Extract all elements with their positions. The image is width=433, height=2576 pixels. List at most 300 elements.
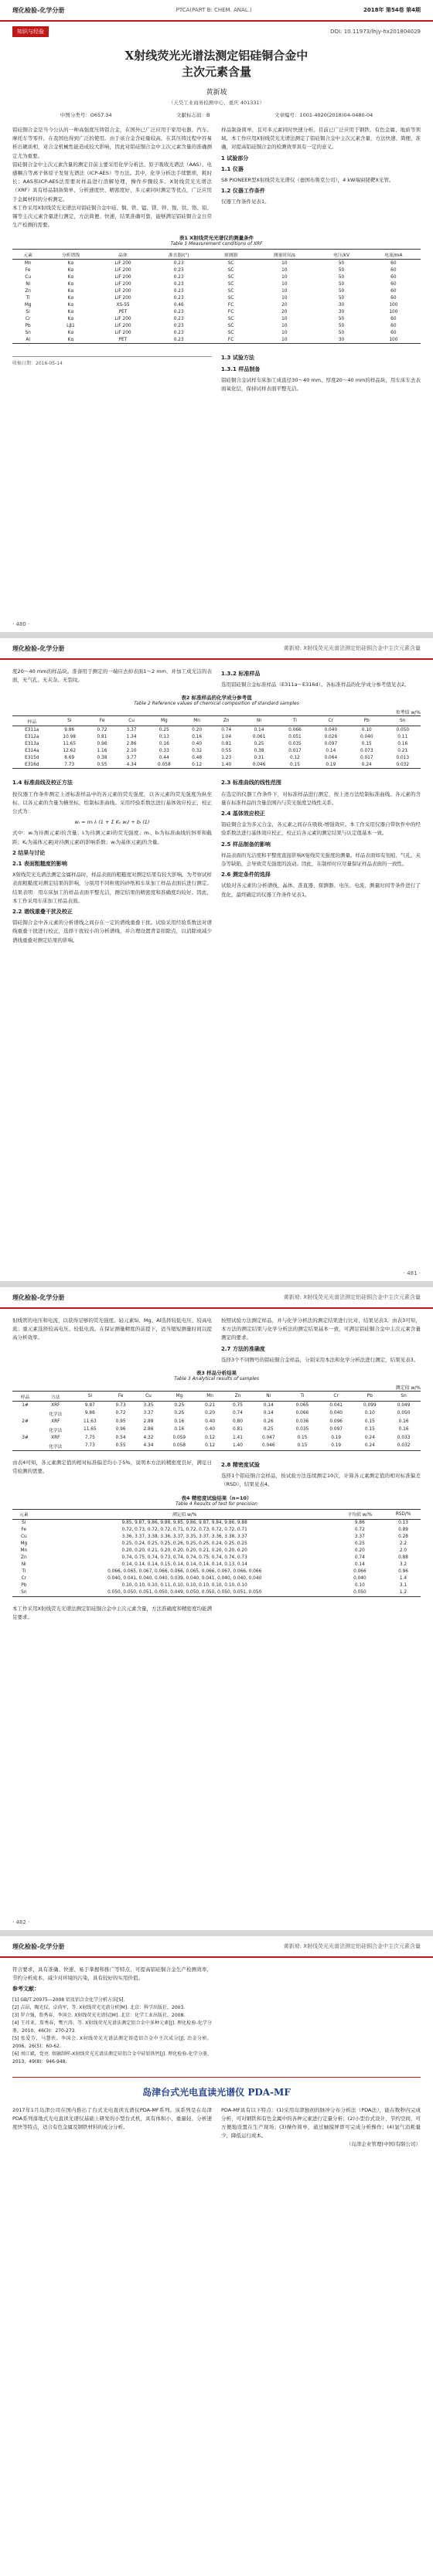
table-3-header: Pb xyxy=(367,1394,373,1399)
references-list xyxy=(12,1997,212,2066)
table-cell: 3.37 xyxy=(143,1411,154,1416)
table-cell: 0.059 xyxy=(172,1435,186,1440)
table-cell: 0.40 xyxy=(192,741,203,746)
table-cell: 0.040 xyxy=(324,727,338,732)
table-cell: 0.74 xyxy=(232,1411,243,1416)
subsection-heading: 2.6 测定条件的选择 xyxy=(221,872,271,878)
table-cell: 50 xyxy=(338,295,345,301)
table-3-header: 样品 xyxy=(20,1395,30,1400)
paragraph: 选用铝硅铜合金标准样品（E311a～E316d）。各标准样品的化学成分参考值见表2。 xyxy=(221,681,410,688)
paragraph: 铝硅铜合金为多元合金，各元素之间存在吸收-增强效应。本工作采用仪器自带软件中的经验系数法进行基体效应校正，校正后各元素的测定结果与认定值基本一致。 xyxy=(221,821,421,837)
table-cell: 0.13 xyxy=(398,1521,408,1526)
running-title: 黄新坡: X射线荧光光谱法测定铝硅铜合金中主次元素含量 xyxy=(283,1943,421,1949)
table-cell: E314a xyxy=(25,748,39,753)
table-cell: Sn xyxy=(25,330,31,335)
table-cell: 0.026 xyxy=(324,734,338,739)
paragraph: 式中：wᵢ为待测元素i的含量；Iᵢ为待测元素i的荧光强度；mᵢ、bᵢ为标准曲线的斜率和截距；Kᵢⱼ为基体元素j对待测元素i的影响系数；wⱼ为基体元素j的含量。 xyxy=(12,830,212,845)
right-column xyxy=(221,1317,421,1364)
table-cell: Cu xyxy=(25,274,32,280)
table-cell: Ni xyxy=(21,1562,26,1568)
table-row xyxy=(12,761,421,769)
right-column xyxy=(221,1966,421,2066)
table-row xyxy=(12,329,421,336)
page-header xyxy=(0,0,433,22)
table-cell: 0.16 xyxy=(398,1427,409,1432)
table-cell: 0.040 xyxy=(360,734,373,739)
table-cell: 0.14 xyxy=(326,748,336,753)
table-cell: 0.10 xyxy=(364,1411,375,1416)
table-2-header: Cr xyxy=(328,719,334,724)
section-heading: 1 试验部分 xyxy=(221,155,249,161)
subsection-heading: 2.7 方法的准确度 xyxy=(221,1345,265,1352)
table-cell: 0.064 xyxy=(324,755,338,760)
table-cell: 0.72 xyxy=(97,727,107,732)
table-cell: 0.040 xyxy=(329,1411,343,1416)
table-cell: XRF xyxy=(51,1402,60,1408)
table-cell: Ni xyxy=(26,281,31,287)
table-3-caption: 表3 样品分析结果 xyxy=(196,1370,237,1377)
table-cell: LiF 200 xyxy=(114,281,131,287)
table-cell: 30 xyxy=(338,302,345,308)
table-row xyxy=(12,1527,421,1534)
table-cell: 0.15 xyxy=(361,741,372,746)
table-cell: 50 xyxy=(338,281,345,287)
table-3-header: Mg xyxy=(176,1394,183,1399)
news-item xyxy=(12,2077,421,2149)
table-cell: SC xyxy=(227,323,234,328)
table-cell: 0.073 xyxy=(360,748,373,753)
left-column xyxy=(12,352,212,393)
table-2-header: Ti xyxy=(292,719,297,724)
subsection-heading: 1.3.2 标准样品 xyxy=(221,671,261,677)
table-cell: 0.16 xyxy=(397,741,408,746)
table-cell: 0.96 xyxy=(398,1569,408,1575)
left-column xyxy=(12,1605,212,1622)
volume-info: 2018年 第54卷 第4期 xyxy=(363,7,421,13)
subsection-heading: 2.3 标准曲线的线性范围 xyxy=(221,780,281,787)
table-cell: 0.20 xyxy=(354,1548,365,1554)
table-cell: Si xyxy=(26,309,30,314)
left-column xyxy=(12,1459,212,1490)
table-cell: 0.19 xyxy=(331,1435,342,1440)
paragraph: 铝硅铜合金是当今公认的一种高强度压铸铝合金，在国外已广泛应用于家用电器、汽车、摩托车等零件，在我国也得到广泛的使用。由于该合金含硅量较高，在其压铸过程中容易析出硬质相，对合金机械性能造成较大影响，因此对铝硅铜合金中主次元素含量的准确测定尤为重要。 xyxy=(12,127,212,159)
table-cell: 0.46 xyxy=(173,302,184,308)
table-cell: 0.25 xyxy=(174,1411,185,1416)
table-cell: 0.48 xyxy=(192,755,203,760)
table-cell: 60 xyxy=(390,260,397,266)
table-cell: 0.061 xyxy=(252,734,266,739)
table-cell: 10 xyxy=(281,330,288,335)
paragraph: 样品表面的光洁度和平整度直接影响X射线荧光强度的测量。样品表面如有划痕、气孔、夹杂等缺陷，会导致荧光强度的波动。因此，在制样时应尽量保证样品表面的一致性。 xyxy=(221,851,421,868)
table-cell: 9.87 xyxy=(84,1402,95,1408)
table-cell: LiF 200 xyxy=(114,260,131,266)
article-number: 文章编号：1001-4020(2018)04-0480-04 xyxy=(274,112,373,118)
news-source: （岛津企业管理(中国)有限公司） xyxy=(346,2141,421,2148)
table-row xyxy=(12,260,421,267)
paragraph: 按仪器工作条件测定上述标准样品中的各元素的荧光强度，以各元素的荧光强度为纵坐标、以各元素的含量为横坐标，绘制标准曲线。采用经验系数法进行基体效应校正，校正公式为： xyxy=(12,790,212,815)
table-row xyxy=(12,1541,421,1548)
table-cell xyxy=(12,1425,38,1434)
reference-item: [3] 罗立强，詹秀春，李国会. X射线荧光光谱仪[M]. 北京：化学工业出版社，2008. xyxy=(12,2012,186,2018)
table-cell: 0.017 xyxy=(288,748,302,753)
table-row xyxy=(12,1534,421,1541)
table-cell: 0.23 xyxy=(173,337,184,342)
table-cell: 3.37 xyxy=(354,1534,365,1540)
table-cell: Pb xyxy=(25,323,31,328)
running-title: 黄新坡: X射线荧光光谱法测定铝硅铜合金中主次元素含量 xyxy=(283,645,421,651)
table-cell: 4.34 xyxy=(126,762,137,767)
paragraph: 在选定的仪器工作条件下，对标准样品进行测定，按上述方法绘制标准曲线。各元素的含量在标准样品的含量范围内与荧光强度呈线性关系。 xyxy=(221,790,421,806)
left-column xyxy=(12,126,212,229)
table-cell: 0.73 xyxy=(115,1402,126,1408)
table-3-header: Sn xyxy=(401,1394,407,1399)
paragraph: 度20～40 mm的样品块。准备用于测定的一端应去掉表面1～2 mm，并加工成光洁的表面，无气孔、无夹杂、无裂纹。 xyxy=(12,668,212,684)
table-cell: 9.85, 9.87, 9.86, 9.88, 9.85, 9.86, 9.87, 9.84, 9.86, 9.88 xyxy=(121,1521,247,1526)
right-column xyxy=(221,777,421,944)
subsection-heading: 2.1 表面粗糙度的影响 xyxy=(12,861,67,868)
table-cell: Ti xyxy=(26,295,30,301)
table-2-caption-en: Table 2 Reference values of chemical composition of standard samples xyxy=(134,701,299,707)
table-cell: 0.050 xyxy=(396,727,410,732)
table-cell: 50 xyxy=(338,316,345,321)
table-cell: 10 xyxy=(281,295,288,301)
table-cell: E316d xyxy=(25,762,39,767)
journal-name: 理化检验-化学分册 xyxy=(12,644,65,652)
table-3-header: Si xyxy=(87,1394,92,1399)
table-cell: 0.15 xyxy=(297,1443,308,1449)
table-row xyxy=(12,322,421,329)
reference-item: [6] 刘江斌，党亮. 熔融制样-X射线荧光光谱法测定硅铝合金中硅铝铁钙[J]. 理化检验-化学分册，2013，49(8)：946-948. xyxy=(12,2051,212,2065)
table-cell: 3.36, 3.37, 3.38, 3.36, 3.37, 3.35, 3.37, 3.36, 3.38, 3.37 xyxy=(121,1534,247,1540)
table-cell: 0.066 xyxy=(353,1569,367,1575)
table-cell: 0.75 xyxy=(232,1402,243,1408)
page-1 xyxy=(0,0,433,632)
table-cell: 0.099 xyxy=(363,1402,377,1408)
table-cell: 2.86 xyxy=(126,741,137,746)
table-cell: 0.15 xyxy=(364,1427,375,1432)
table-cell: 1.40 xyxy=(232,1443,243,1449)
article-title xyxy=(12,48,421,80)
paragraph: 铝硅铜合金试样车床加工成直径30～40 mm、厚度20～40 mm的样品块，用车床车去表面氧化层，保持试样表面平整光洁。 xyxy=(221,376,421,393)
page-2 xyxy=(0,638,433,1281)
table-cell: 9.86 xyxy=(354,1521,365,1526)
author: 黄新坡 xyxy=(206,89,227,97)
clc-number: 中图分类号：O657.34 xyxy=(60,112,112,118)
table-cell: 0.040 xyxy=(353,1576,367,1582)
table-row xyxy=(12,747,421,754)
page-header xyxy=(0,1287,433,1309)
table-row xyxy=(12,1425,421,1434)
table-row xyxy=(12,308,421,315)
table-4-header: 平均值 w/% xyxy=(347,1513,373,1518)
table-row xyxy=(12,294,421,301)
section-heading: 2 结果与讨论 xyxy=(12,849,46,856)
table-cell: 0.051 xyxy=(288,734,302,739)
table-cell: XS-55 xyxy=(116,302,130,308)
table-cell: Cr xyxy=(25,316,31,321)
table-cell: 4.32 xyxy=(143,1435,154,1440)
table-cell: 化学法 xyxy=(49,1444,63,1449)
table-cell: E315d xyxy=(25,755,39,760)
table-cell: 0.20 xyxy=(205,1411,216,1416)
table-cell: 60 xyxy=(390,323,397,328)
table-cell: Kα xyxy=(67,267,74,273)
table-cell: 7.73 xyxy=(84,1443,95,1449)
subsection-heading: 2.8 精密度试验 xyxy=(221,1462,260,1469)
table-cell: Pb xyxy=(21,1583,27,1589)
table-cell: SC xyxy=(227,267,234,273)
subsection-heading: 1.3 试验方法 xyxy=(221,355,254,362)
table-cell: 0.14 xyxy=(354,1562,365,1568)
table-cell: 0.058 xyxy=(158,762,171,767)
table-cell: 60 xyxy=(390,288,397,294)
table-cell: 0.72 xyxy=(115,1411,126,1416)
table-cell: 0.40 xyxy=(205,1419,216,1424)
table-cell: 0.12 xyxy=(289,755,300,760)
table-cell: 0.72, 0.73, 0.72, 0.72, 0.71, 0.72, 0.73, 0.72, 0.72, 0.71 xyxy=(121,1528,247,1533)
table-cell: 0.12 xyxy=(192,762,203,767)
table-cell: 0.21 xyxy=(205,1402,216,1408)
table-cell: 2.88 xyxy=(143,1419,154,1424)
table-cell: Ti xyxy=(22,1569,26,1575)
table-cell: 0.066 xyxy=(295,1411,309,1416)
table-cell: 0.31 xyxy=(254,755,264,760)
table-row xyxy=(12,733,421,740)
right-column xyxy=(221,126,421,229)
table-cell: LiF 200 xyxy=(114,295,131,301)
table-cell: 0.26 xyxy=(263,1419,274,1424)
left-column xyxy=(12,2106,212,2149)
table-cell: 1.23 xyxy=(221,755,232,760)
table-cell: Mn xyxy=(20,1548,28,1554)
page-header xyxy=(0,1936,433,1958)
table-cell: 0.40 xyxy=(205,1427,216,1432)
table-cell: 1.34 xyxy=(126,734,137,739)
table-3-header: Fe xyxy=(118,1394,124,1399)
table-cell: 0.88 xyxy=(398,1555,408,1561)
paragraph: 铝硅铜合金中各元素的分析谱线之间存在一定的谱线重叠干扰。试验采用经验系数法对谱线重叠干扰进行校正，选择干扰较小的分析谱线，并合理设置背景扣除点，以消除或减少谱线重叠对测定结果的影响。 xyxy=(12,919,212,943)
table-cell: 0.066 xyxy=(288,727,302,732)
table-cell: 0.32 xyxy=(192,748,203,753)
table-cell: 0.14, 0.14, 0.14, 0.15, 0.14, 0.14, 0.14, 0.14, 0.13, 0.14 xyxy=(121,1562,247,1568)
category-label: 知识与经验 xyxy=(12,26,49,37)
table-cell: 0.81 xyxy=(232,1427,243,1432)
table-cell: 0.14 xyxy=(263,1402,274,1408)
reference-item: [1] GB/T 20975—2008 铝及铝合金化学分析方法[S]. xyxy=(12,1997,125,2003)
table-4-header: 测定值 w/% xyxy=(172,1513,197,1518)
table-row xyxy=(12,1555,421,1562)
table-cell: E311a xyxy=(25,727,39,732)
paragraph: X射线荧光光谱法测定金属样品时，样品表面的粗糙度对测定结果有较大影响。为考察试样表面粗糙度对测定结果的影响，分别用不同粒度的砂纸和车床加工样品表面后进行测定。结果表明：用车床加工的样品表面平整光洁，测定结果的精密度和准确度均较好。因此，本工作采用车床加工样品表面。 xyxy=(12,872,212,904)
table-cell: LiF 200 xyxy=(114,274,131,280)
table-cell: 10 xyxy=(281,274,288,280)
table-cell: 2.2 xyxy=(399,1541,407,1547)
table-cell: 0.14 xyxy=(263,1411,274,1416)
table-cell: 0.96 xyxy=(97,741,107,746)
table-cell: 10 xyxy=(281,288,288,294)
reference-item: [2] 吉昂，陶光仪，卓尚军，等. X射线荧光光谱分析[M]. 北京：科学出版社，2003. xyxy=(12,2004,186,2010)
table-cell: 0.16 xyxy=(192,734,203,739)
table-cell: SC xyxy=(227,295,234,301)
table-cell: Cr xyxy=(21,1576,27,1582)
table-cell: 0.96 xyxy=(115,1427,126,1432)
table-cell: E312a xyxy=(25,734,39,739)
table-cell: 化学法 xyxy=(49,1412,63,1417)
table-cell: 0.065 xyxy=(295,1402,309,1408)
table-cell: 0.15 xyxy=(364,1419,375,1424)
table-3-header: Cu xyxy=(145,1394,152,1399)
table-4-caption-en: Table 4 Results of test for precision xyxy=(176,1500,257,1507)
page-number: · 480 · xyxy=(12,621,30,627)
table-cell: 0.25 xyxy=(174,1402,185,1408)
table-cell: 0.16 xyxy=(174,1427,185,1432)
table-1-header: 测量时间/s xyxy=(273,253,295,258)
table-cell: 0.033 xyxy=(397,1435,411,1440)
table-row xyxy=(12,726,421,734)
title-line-2: 主次元素含量 xyxy=(181,65,251,79)
table-cell: 0.25 xyxy=(254,741,264,746)
journal-name: 理化检验-化学分册 xyxy=(12,1942,65,1950)
table-cell: 0.066, 0.065, 0.067, 0.066, 0.066, 0.065, 0.066, 0.067, 0.066, 0.066 xyxy=(107,1569,262,1575)
table-1-header: 探测器 xyxy=(223,253,238,258)
table-cell: SC xyxy=(227,260,234,266)
table-2-header: Mg xyxy=(161,719,168,724)
paragraph: 铝硅铜合金中主次元素含量的测定目前主要采用化学分析法、原子吸收光谱法（AAS）、电感耦合等离子体原子发射光谱法（ICP-AES）等方法。其中，化学分析法手续繁琐，耗时长；AAS和ICP-AES法需要对样品进行溶解处理，操作步骤较多。X射线荧光光谱法（XRF）具有样品制备简单、分析速度快、精密度好、多元素同时测定等优点，广泛应用于金属材料的分析测定。 xyxy=(12,161,212,202)
table-4-header: RSD/% xyxy=(395,1511,411,1517)
page-3 xyxy=(0,1287,433,1930)
table-cell: 10 xyxy=(281,316,288,321)
left-column xyxy=(12,1966,212,2066)
reference-item: [4] 王祎亚，詹秀春，樊兴涛，等. X射线荧光光谱法测定铝合金中多种元素[J]. 理化检验-化学分册，2010，46(3)：270-273. xyxy=(12,2020,212,2034)
doi: DOI: 10.11973/lhjy-hx201804029 xyxy=(330,29,421,35)
table-row xyxy=(12,336,421,344)
table-row xyxy=(12,1441,421,1451)
table-cell: 4.34 xyxy=(143,1443,154,1449)
table-cell: 1.04 xyxy=(221,734,232,739)
table-row xyxy=(12,1575,421,1582)
table-row xyxy=(12,1402,421,1409)
table-cell: XRF xyxy=(51,1435,60,1440)
table-3-header: Cr xyxy=(333,1394,339,1399)
paragraph: S8 PIONEER型X射线荧光光谱仪（德国布鲁克公司），4 kW端窗铑靶X光管。 xyxy=(221,177,394,184)
table-cell: 50 xyxy=(338,260,345,266)
table-cell: SC xyxy=(227,316,234,321)
table-2-unit: 参考值 w/% xyxy=(395,710,421,716)
table-2-header: Cu xyxy=(128,719,135,724)
table-row xyxy=(12,301,421,308)
table-cell: 0.23 xyxy=(173,281,184,287)
table-cell: 50 xyxy=(338,274,345,280)
paragraph: 试验对各元素的分析谱线、晶体、准直器、探测器、电压、电流、测量时间等条件进行了优化，最终确定的仪器工作条件见表1。 xyxy=(221,882,421,898)
table-cell: 0.23 xyxy=(173,309,184,314)
table-cell: 0.050 xyxy=(353,1590,367,1596)
table-cell: 0.050, 0.050, 0.051, 0.050, 0.049, 0.050, 0.050, 0.050, 0.051, 0.050 xyxy=(107,1590,262,1596)
table-cell: 7.75 xyxy=(84,1435,95,1440)
table-cell: 0.050 xyxy=(397,1411,411,1416)
table-cell: 3.2 xyxy=(399,1562,407,1568)
table-cell: PET xyxy=(118,337,128,342)
article-meta xyxy=(12,111,421,118)
table-cell: 1.40 xyxy=(221,762,232,767)
left-column xyxy=(12,1317,212,1364)
table-cell: 0.38 xyxy=(254,748,264,753)
table-cell: 1.2 xyxy=(399,1590,407,1596)
page-header xyxy=(0,638,433,660)
table-cell: PET xyxy=(118,309,128,314)
paragraph: 选择1个铝硅铜合金样品，按试验方法连续测定10次，计算各元素测定值的相对标准偏差（RSD），结果见表4。 xyxy=(221,1473,421,1488)
table-cell: 0.047 xyxy=(261,1435,275,1440)
table-cell: 3.35 xyxy=(143,1402,154,1408)
table-cell: 7.73 xyxy=(64,762,75,767)
table-row xyxy=(12,287,421,294)
table-1-header: 元素 xyxy=(23,253,32,258)
table-cell: LiF 200 xyxy=(114,288,131,294)
table-3-header: Mn xyxy=(206,1394,213,1399)
table-cell: 9.86 xyxy=(84,1411,95,1416)
table-cell: 0.55 xyxy=(97,762,107,767)
table-cell: 60 xyxy=(390,267,397,273)
table-cell: 0.25, 0.24, 0.25, 0.25, 0.26, 0.25, 0.25, 0.24, 0.25, 0.25 xyxy=(121,1541,247,1547)
table-1-header: 晶体 xyxy=(118,253,128,258)
reference-item: [5] 张爱芬，马慧侠，李国会. X射线荧光光谱法测定铸造铝合金中主次成分[J]. 冶金分析，2006，26(5)：60-62. xyxy=(12,2035,212,2049)
table-cell: LiF 200 xyxy=(114,323,131,328)
table-cell: 0.21 xyxy=(397,748,408,753)
doc-code: 文献标志码：B xyxy=(176,112,210,118)
table-cell: 100 xyxy=(389,302,398,308)
table-cell: 0.24 xyxy=(364,1435,375,1440)
table-cell: Kα xyxy=(67,309,74,314)
table-cell: 化学法 xyxy=(49,1428,63,1433)
table-row xyxy=(12,1589,421,1597)
table-cell: 0.38 xyxy=(97,755,107,760)
table-cell: E313a xyxy=(25,741,39,746)
table-cell: 0.89 xyxy=(398,1528,408,1533)
table-row xyxy=(12,1418,421,1425)
table-cell: 60 xyxy=(390,274,397,280)
right-column xyxy=(221,1459,421,1490)
paragraph: 选择3个不同牌号的铝硅铜合金样品，分别采用本法和化学分析法进行测定，结果见表3。 xyxy=(221,1356,419,1363)
table-cell: 0.23 xyxy=(173,260,184,266)
subsection-heading: 2.5 样品制备的影响 xyxy=(221,841,271,848)
table-cell: Kα xyxy=(67,337,74,342)
table-cell: 0.23 xyxy=(173,274,184,280)
table-cell: 0.16 xyxy=(398,1419,409,1424)
table-cell: LiF 200 xyxy=(114,267,131,273)
table-1-header: 电压/kV xyxy=(333,253,349,258)
table-cell: 0.23 xyxy=(173,288,184,294)
table-row xyxy=(12,754,421,761)
table-cell: Kα xyxy=(67,260,74,266)
table-cell: 100 xyxy=(389,337,398,342)
table-cell: 0.12 xyxy=(205,1443,216,1449)
table-cell: 0.80 xyxy=(232,1419,243,1424)
paragraph: 符合要求，具有准确、快速、易于掌握和推广等特点，可提高铝硅铜合金生产检测效率，节约分析成本，减少对环境的污染，具有较好的实用价值。 xyxy=(12,1966,212,1982)
table-2-header: Sn xyxy=(400,719,406,724)
journal-name: 理化检验-化学分册 xyxy=(12,6,65,14)
table-cell: 0.20 xyxy=(192,727,203,732)
table-cell: FC xyxy=(227,309,234,314)
table-cell: Zn xyxy=(21,1555,27,1561)
paragraph: 2017年1月岛津公司在国内推出了台式光电直读光谱仪PDA-MF系列。该系列是在岛津PDA系列落地式光电直读光谱仪基础上研发的小型台式机，具有体积小、重量轻、分析速度快等特点，适合有色金属及钢铁材料的成分分析。 xyxy=(12,2106,212,2131)
table-cell: 0.12 xyxy=(205,1435,216,1440)
table-cell: 2# xyxy=(22,1419,29,1424)
table-cell: 1# xyxy=(22,1402,29,1408)
table-4-caption: 表4 精密度试验结果（n=10） xyxy=(181,1494,252,1501)
table-1-caption-en: Table 1 Measurement conditions of XRF xyxy=(170,241,263,247)
table-cell: Lβ1 xyxy=(66,323,75,328)
table-cell: Kα xyxy=(67,274,74,280)
table-cell: Kα xyxy=(67,330,74,335)
